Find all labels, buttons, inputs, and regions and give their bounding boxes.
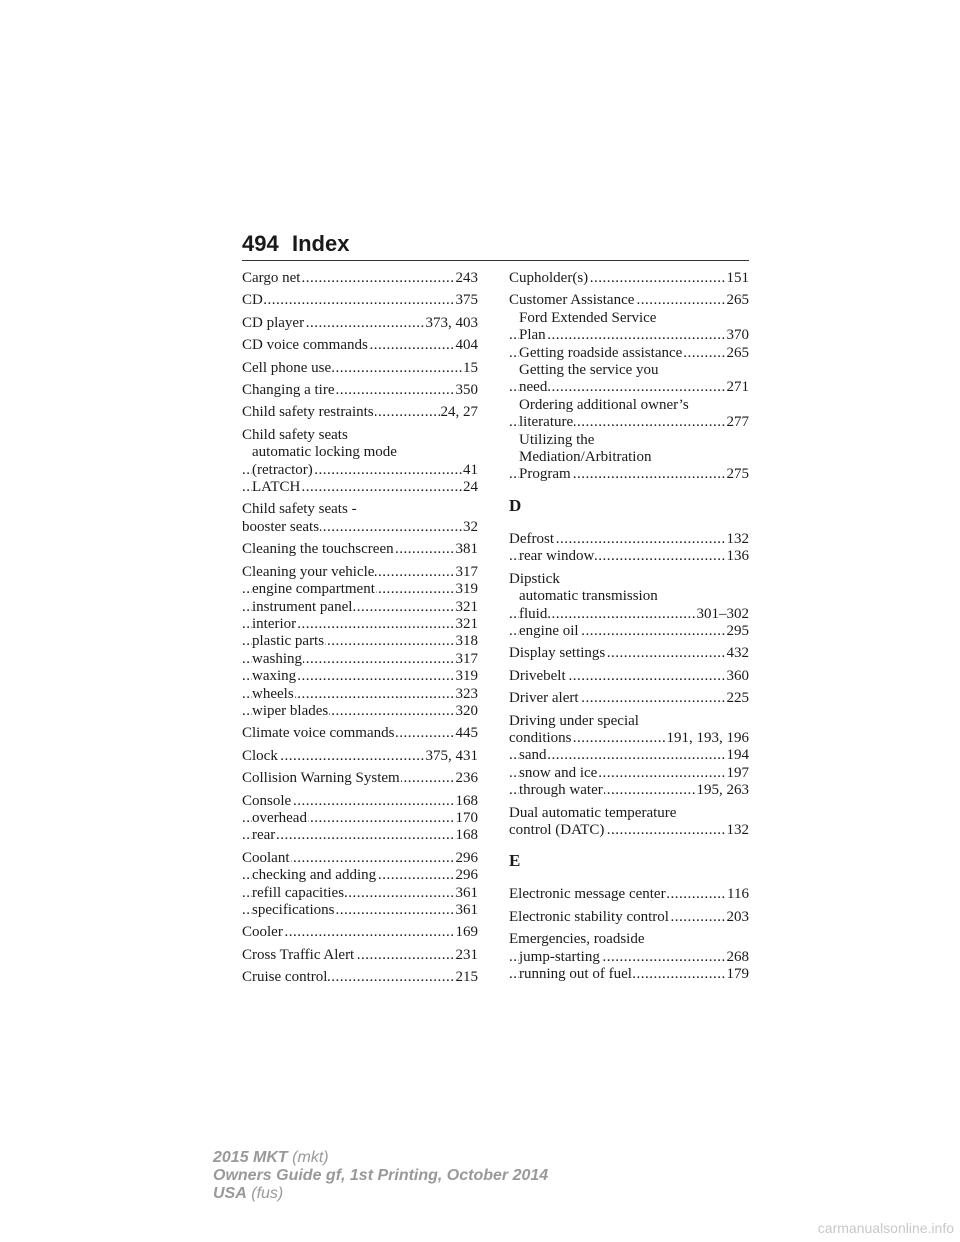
index-entry-line <box>242 947 478 964</box>
entry-page-ref: 151 <box>726 270 749 286</box>
entry-term: fluid <box>519 605 548 622</box>
entry-term: Emergencies, roadside <box>509 931 645 948</box>
entry-page-ref: 132 <box>726 530 749 547</box>
index-entry <box>509 713 749 800</box>
entry-term: Dipstick <box>509 570 560 587</box>
entry-page-ref: 296 <box>455 849 478 866</box>
entry-page-ref: 203 <box>726 908 749 925</box>
index-entry-line <box>242 541 478 558</box>
index-subentry-line <box>242 599 478 616</box>
entry-term: Electronic message center <box>509 886 666 903</box>
index-entry-line <box>509 292 749 309</box>
index-entry <box>242 337 478 354</box>
entry-term: Plan <box>519 327 546 344</box>
entry-page-ref: 265 <box>726 344 749 361</box>
index-entry-line <box>509 531 749 548</box>
entry-term: Driver alert <box>509 690 579 707</box>
index-entry <box>242 924 478 941</box>
entry-term: Coolant <box>242 849 290 866</box>
entry-page-ref: 445 <box>455 725 478 742</box>
index-letter-heading: D <box>509 495 522 515</box>
entry-page-ref: 361 <box>455 884 478 901</box>
entry-page-ref: 321 <box>455 615 478 632</box>
index-entry <box>509 571 749 641</box>
entry-term: Cleaning the touchscreen <box>242 541 394 558</box>
entry-page-ref: 321 <box>455 598 478 615</box>
entry-term: Electronic stability control <box>509 908 669 925</box>
entry-term: (retractor) <box>252 461 313 478</box>
entry-term: refill capacities <box>252 884 345 901</box>
entry-term: Child safety restraints <box>242 404 374 421</box>
index-subentry-line <box>509 747 749 764</box>
entry-term: Drivebelt <box>509 667 566 684</box>
index-entry <box>242 850 478 920</box>
entry-page-ref: 265 <box>726 292 749 309</box>
index-entry-line <box>242 382 478 399</box>
entry-term: interior <box>252 615 297 632</box>
entry-page-ref: 191, 193, 196 <box>666 729 749 746</box>
entry-term: Getting the service you <box>519 362 659 379</box>
index-entry-line <box>242 360 478 377</box>
index-subentry-line <box>242 581 478 598</box>
index-subentry-line <box>509 765 749 782</box>
entry-term: CD <box>242 292 263 309</box>
entry-term: running out of fuel <box>519 966 632 982</box>
entry-page-ref: 179 <box>726 966 749 982</box>
index-entry-line <box>242 337 478 354</box>
entry-term: literature <box>519 414 574 431</box>
index-subentry-line <box>509 949 749 966</box>
entry-page-ref: 375 <box>455 292 478 309</box>
entry-page-ref: 319 <box>455 668 478 685</box>
entry-term: Climate voice commands <box>242 725 395 742</box>
index-subentry-line <box>509 345 749 362</box>
index-entry-line <box>509 805 749 822</box>
entry-term: Program <box>519 466 571 483</box>
index-subentry-line <box>242 616 478 633</box>
entry-page-ref: 169 <box>455 924 478 941</box>
print-footer <box>213 1149 548 1203</box>
index-entry <box>242 404 478 421</box>
entry-term: CD voice commands <box>242 337 368 354</box>
index-entry-line <box>509 909 749 926</box>
entry-term: overhead <box>252 809 307 826</box>
entry-term: Dual automatic temperature <box>509 804 677 821</box>
index-entry <box>242 725 478 742</box>
index-entry <box>509 668 749 685</box>
index-subentry-line <box>242 810 478 827</box>
entry-page-ref: 197 <box>726 764 749 781</box>
entry-page-ref: 136 <box>726 548 749 565</box>
entry-page-ref: 301–302 <box>696 605 749 622</box>
entry-page-ref: 296 <box>455 867 478 884</box>
footer-model-code: (mkt) <box>292 1149 329 1166</box>
entry-page-ref: 41 <box>463 461 478 478</box>
index-entry-line <box>242 270 478 287</box>
entry-term: Driving under special <box>509 712 639 729</box>
index-entry-line <box>242 793 478 810</box>
entry-page-ref: 361 <box>455 902 478 918</box>
index-subentry-line <box>242 686 478 703</box>
index-subentry-line <box>242 885 478 902</box>
entry-term: rear window <box>519 548 595 565</box>
footer-model: 2015 MKT <box>213 1149 288 1166</box>
index-entry <box>509 690 749 707</box>
entry-page-ref: 350 <box>455 382 478 399</box>
entry-term: Ford Extended Service <box>519 309 657 326</box>
entry-term: conditions <box>509 729 572 746</box>
page-header <box>242 232 749 261</box>
footer-market-code: (fus) <box>251 1185 284 1202</box>
index-entry <box>242 969 478 986</box>
entry-term: Cell phone use <box>242 359 332 376</box>
index-entry-line <box>242 924 478 941</box>
entry-term: Child safety seats - <box>242 501 357 518</box>
page-title: Index <box>292 231 350 256</box>
index-entry-line <box>509 571 749 588</box>
index-entry-line <box>242 404 478 421</box>
entry-term: Child safety seats <box>242 426 348 443</box>
entry-term: Clock <box>242 747 278 764</box>
index-entry-line <box>242 969 478 986</box>
entry-term: LATCH <box>252 479 301 496</box>
index-subentry-line <box>242 479 478 496</box>
index-entry-line <box>509 886 749 903</box>
entry-term: rear <box>252 827 276 844</box>
entry-term: checking and adding <box>252 867 377 884</box>
index-letter-heading: E <box>509 851 521 871</box>
index-entry-line <box>242 748 478 765</box>
entry-page-ref: 271 <box>726 379 749 396</box>
entry-term: Cargo net <box>242 270 301 286</box>
index-entry-line <box>509 270 749 287</box>
entry-term: Changing a tire <box>242 382 335 399</box>
index-entry <box>242 947 478 964</box>
entry-page-ref: 15 <box>463 359 478 376</box>
index-entry <box>509 531 749 566</box>
entry-term: jump-starting <box>519 948 600 965</box>
index-entry <box>242 270 478 287</box>
entry-page-ref: 215 <box>455 969 478 986</box>
index-entry-line <box>242 292 478 309</box>
entry-term: waxing <box>252 668 297 685</box>
index-subentry-line <box>242 633 478 650</box>
index-subentry-line <box>242 703 478 720</box>
index-subentry-line <box>509 432 749 449</box>
entry-term: automatic transmission <box>519 588 658 605</box>
index-subentry-line <box>509 310 749 327</box>
entry-term: Display settings <box>509 645 606 662</box>
entry-term: control (DATC) <box>509 821 605 838</box>
entry-term: instrument panel <box>252 598 353 615</box>
index-column-left <box>242 270 478 992</box>
index-subentry-line <box>242 827 478 844</box>
index-subentry-line <box>509 466 749 483</box>
entry-page-ref: 319 <box>455 581 478 598</box>
index-entry-line <box>242 501 478 518</box>
index-subentry-line <box>509 966 749 983</box>
entry-term: automatic locking mode <box>252 444 397 461</box>
entry-term: Defrost <box>509 530 554 547</box>
entry-term: Ordering additional owner’s <box>519 396 689 413</box>
index-entry <box>242 541 478 558</box>
entry-term: Mediation/Arbitration <box>519 449 652 466</box>
entry-page-ref: 168 <box>455 792 478 809</box>
entry-term: Cooler <box>242 924 283 941</box>
page-number: 494 <box>242 231 279 256</box>
index-entry <box>242 793 478 845</box>
index-entry <box>509 645 749 662</box>
index-entry <box>242 748 478 765</box>
entry-page-ref: 360 <box>726 667 749 684</box>
entry-page-ref: 195, 263 <box>696 782 749 799</box>
entry-page-ref: 295 <box>726 622 749 639</box>
index-entry <box>509 886 749 903</box>
entry-page-ref: 323 <box>455 685 478 702</box>
index-entry <box>242 360 478 377</box>
index-entry <box>242 501 478 536</box>
entry-page-ref: 231 <box>455 946 478 963</box>
entry-term: Customer Assistance <box>509 292 635 309</box>
index-entry-line <box>242 519 478 536</box>
entry-term: Cleaning your vehicle <box>242 563 375 580</box>
index-subentry-line <box>509 449 749 466</box>
index-entry-line <box>242 564 478 581</box>
entry-term: through water <box>519 782 603 799</box>
entry-term: wiper blades <box>252 702 329 719</box>
entry-term: Console <box>242 792 292 809</box>
index-subentry-line <box>509 606 749 623</box>
entry-term: wheels <box>252 685 294 702</box>
entry-page-ref: 404 <box>455 337 478 354</box>
index-subentry-line <box>509 548 749 565</box>
index-entry-line <box>509 713 749 730</box>
footer-market: USA <box>213 1185 247 1202</box>
index-entry-line <box>509 668 749 685</box>
index-entry <box>242 315 478 332</box>
footer-printing: Owners Guide gf, 1st Printing, October 2014 <box>213 1167 549 1184</box>
entry-term: sand <box>519 747 547 764</box>
entry-page-ref: 317 <box>455 650 478 667</box>
entry-term: Cross Traffic Alert <box>242 946 355 963</box>
entry-term: snow and ice <box>519 764 598 781</box>
entry-term: Cupholder(s) <box>509 270 589 286</box>
entry-term: Cruise control <box>242 969 328 986</box>
index-subentry-line <box>242 444 478 461</box>
entry-page-ref: 370 <box>726 327 749 344</box>
index-entry <box>509 292 749 483</box>
entry-page-ref: 243 <box>455 270 478 286</box>
entry-page-ref: 116 <box>727 886 749 903</box>
entry-page-ref: 275 <box>726 466 749 483</box>
entry-page-ref: 318 <box>455 633 478 650</box>
index-subentry-line <box>509 379 749 396</box>
index-entry <box>509 909 749 926</box>
entry-page-ref: 168 <box>455 827 478 844</box>
entry-page-ref: 268 <box>726 948 749 965</box>
index-entry-line <box>509 645 749 662</box>
entry-page-ref: 24 <box>463 479 478 496</box>
entry-page-ref: 320 <box>455 702 478 719</box>
entry-page-ref: 277 <box>726 414 749 431</box>
entry-page-ref: 194 <box>726 747 749 764</box>
entry-page-ref: 432 <box>726 645 749 662</box>
entry-term: Collision Warning System <box>242 770 400 787</box>
index-entry-line <box>242 315 478 332</box>
watermark: carmanualsonline.info <box>817 1220 954 1236</box>
index-subentry-line <box>242 651 478 668</box>
index-entry <box>509 931 749 983</box>
entry-page-ref: 375, 431 <box>425 747 478 764</box>
entry-term: engine compartment <box>252 581 375 598</box>
index-column-right <box>509 270 749 988</box>
index-subentry-line <box>242 462 478 479</box>
index-entry <box>242 770 478 787</box>
index-subentry-line <box>509 623 749 640</box>
entry-page-ref: 32 <box>463 518 478 535</box>
index-subentry-line <box>509 397 749 414</box>
index-subentry-line <box>242 867 478 884</box>
index-subentry-line <box>242 668 478 685</box>
index-entry <box>509 805 749 840</box>
footer-market-line <box>213 1185 548 1203</box>
entry-page-ref: 225 <box>726 690 749 707</box>
entry-page-ref: 236 <box>455 770 478 787</box>
entry-term: washing <box>252 650 302 667</box>
entry-page-ref: 381 <box>455 541 478 558</box>
entry-term: booster seats <box>242 518 320 535</box>
index-subentry-line <box>509 782 749 799</box>
index-subentry-line <box>509 414 749 431</box>
index-entry <box>242 382 478 399</box>
entry-page-ref: 373, 403 <box>425 314 478 331</box>
index-entry-line <box>242 725 478 742</box>
entry-term: need <box>519 379 548 396</box>
entry-term: Getting roadside assistance <box>519 344 683 361</box>
index-subentry-line <box>242 902 478 919</box>
index-entry <box>242 292 478 309</box>
index-entry <box>509 270 749 287</box>
index-entry-line <box>242 427 478 444</box>
index-entry-line <box>509 931 749 948</box>
entry-term: plastic parts <box>252 633 325 650</box>
entry-page-ref: 132 <box>726 821 749 838</box>
index-entry-line <box>509 730 749 747</box>
index-entry <box>242 564 478 721</box>
index-entry-line <box>509 822 749 839</box>
entry-term: CD player <box>242 314 305 331</box>
footer-model-line <box>213 1149 548 1167</box>
index-subentry-line <box>509 588 749 605</box>
entry-term: Utilizing the <box>519 431 595 448</box>
entry-page-ref: 170 <box>455 809 478 826</box>
index-entry-line <box>242 770 478 787</box>
index-entry <box>242 427 478 497</box>
entry-page-ref: 24, 27 <box>440 404 478 421</box>
entry-term: engine oil <box>519 622 579 639</box>
entry-page-ref: 317 <box>455 563 478 580</box>
index-entry-line <box>509 690 749 707</box>
index-subentry-line <box>509 327 749 344</box>
index-entry-line <box>242 850 478 867</box>
entry-term: specifications <box>252 902 335 918</box>
index-subentry-line <box>509 362 749 379</box>
